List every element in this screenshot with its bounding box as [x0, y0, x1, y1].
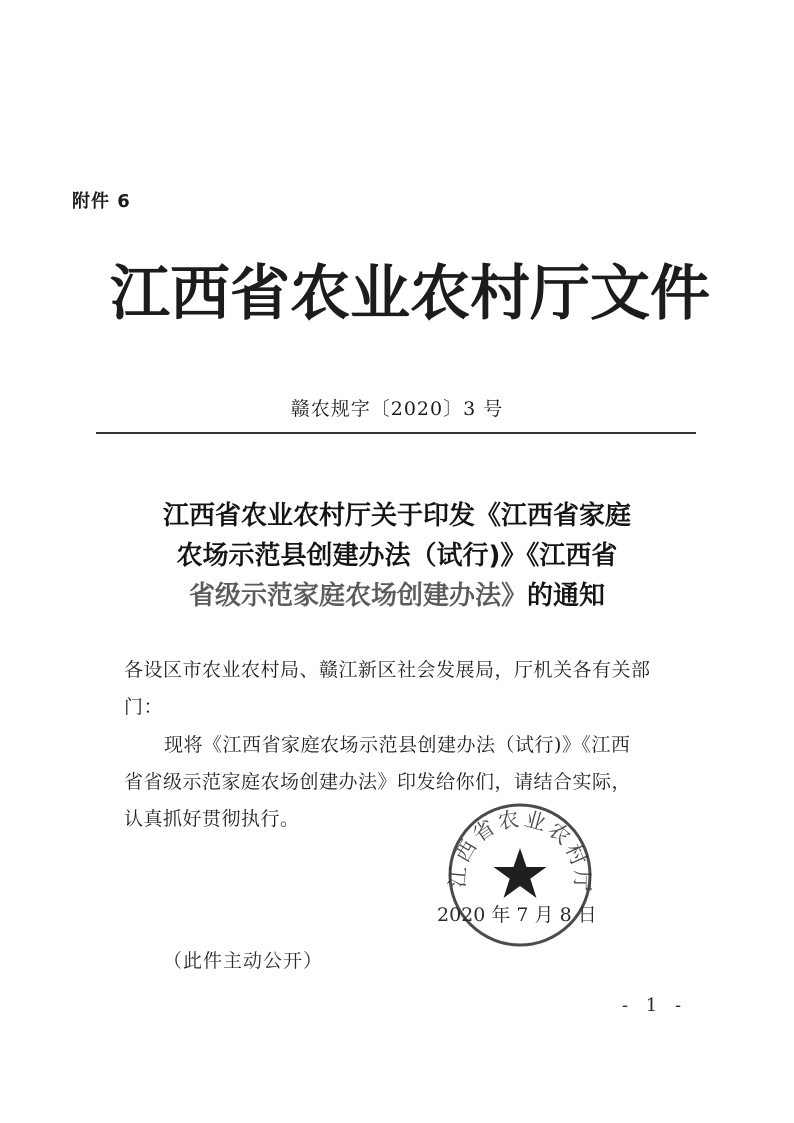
- title-line-3: [90, 576, 704, 616]
- addressee: 各设区市农业农村局、赣江新区社会发展局，厅机关各有关部门：: [124, 659, 651, 718]
- issue-date: 2020 年 7 月 8 日: [437, 904, 597, 926]
- official-seal: [445, 800, 595, 950]
- masthead-char: 业: [350, 259, 410, 329]
- attachment-label: 附件 6: [72, 191, 131, 212]
- notice-title: [90, 496, 704, 616]
- public-disclosure-note: （此件主动公开）: [163, 950, 324, 972]
- seal-star-icon: [494, 848, 547, 898]
- masthead-char: 村: [470, 259, 530, 329]
- paragraph-line-1: 现将《江西省家庭农场示范县创建办法（试行)》《江西: [164, 734, 631, 756]
- page-number: - 1 -: [622, 995, 688, 1016]
- title-line-3-faint: 省级示范家庭农场创建办法》: [188, 581, 527, 611]
- masthead-title: [110, 258, 710, 330]
- masthead-char: 省: [230, 259, 290, 329]
- title-line-3-tail: 的通知: [527, 581, 606, 611]
- title-line-1: 江西省农业农村厅关于印发《江西省家庭: [162, 501, 631, 531]
- masthead-char: 件: [650, 259, 710, 329]
- title-line-2: 农场示范县创建办法（试行)》《江西省: [176, 541, 618, 571]
- header-divider: [96, 432, 696, 434]
- masthead-char: 西: [170, 259, 230, 329]
- masthead-char: 文: [590, 259, 650, 329]
- seal-text: 江西省农业农村厅: [445, 806, 595, 895]
- masthead-char: 农: [410, 259, 470, 329]
- masthead-char: 农: [290, 259, 350, 329]
- masthead-char: 江: [110, 259, 170, 329]
- paragraph-line-2: 省省级示范家庭农场创建办法》印发给你们，请结合实际，: [124, 771, 632, 793]
- document-number: 赣农规字〔2020〕3 号: [290, 398, 504, 420]
- paragraph-line-3: 认真抓好贯彻执行。: [124, 808, 300, 830]
- masthead-char: 厅: [530, 259, 590, 329]
- body-paragraph: [124, 727, 684, 838]
